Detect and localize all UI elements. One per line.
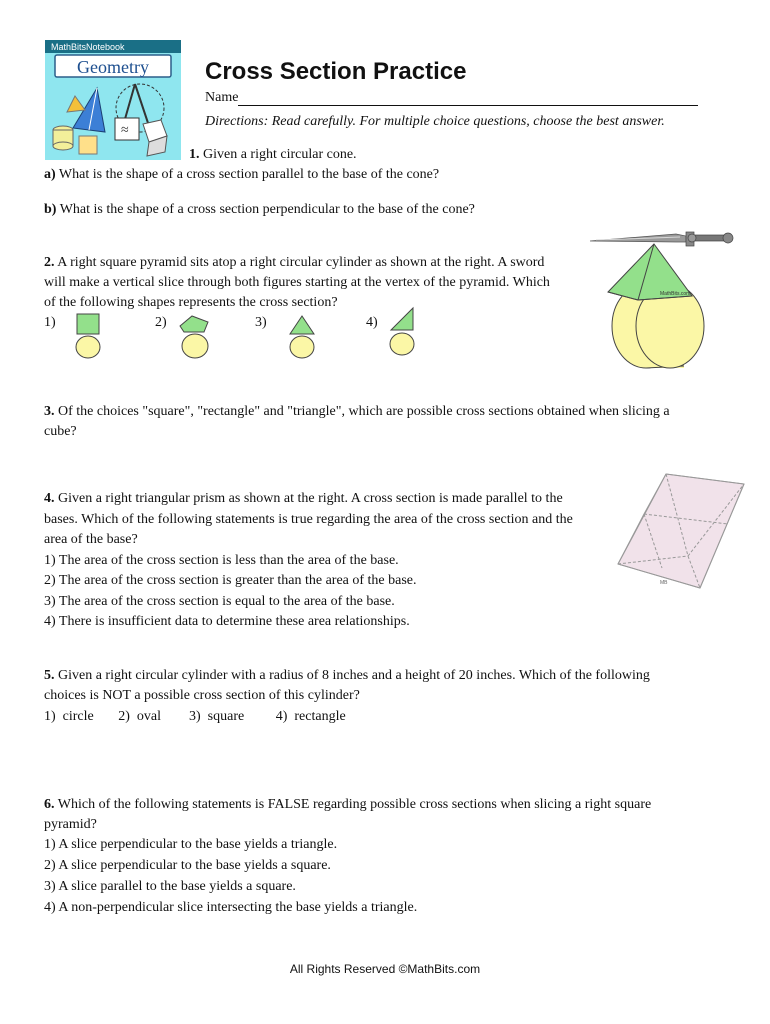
question-3-line-2: cube? bbox=[44, 424, 77, 439]
q4-figure-credit: MB bbox=[660, 580, 668, 586]
question-1a-text: What is the shape of a cross section parallel to the base of the cone? bbox=[58, 167, 440, 182]
question-6-line-1 bbox=[44, 795, 651, 815]
question-4-line-3: area of the base? bbox=[44, 532, 138, 547]
question-4-option-1: 1) The area of the cross section is less than the area of the base. bbox=[44, 553, 399, 568]
question-1b-text: What is the shape of a cross section perpendicular to the base of the cone? bbox=[59, 202, 475, 217]
question-2-line-3: of the following shapes represents the cross section? bbox=[44, 295, 338, 310]
question-6-option-2: 2) A slice perpendicular to the base yields a square. bbox=[44, 858, 331, 873]
svg-text:≈: ≈ bbox=[121, 123, 129, 138]
question-5-line-1 bbox=[44, 666, 650, 686]
question-2-number: 2. bbox=[44, 255, 55, 270]
question-1a-label: a) bbox=[44, 167, 56, 182]
question-6-line-2: pyramid? bbox=[44, 817, 97, 832]
pyramid-on-cylinder-with-sword-figure bbox=[588, 226, 760, 372]
question-6-option-4: 4) A non-perpendicular slice intersecting the base yields a triangle. bbox=[44, 900, 418, 915]
question-1a bbox=[44, 165, 439, 185]
question-5-number: 5. bbox=[44, 668, 55, 683]
question-4-option-2: 2) The area of the cross section is greater than the area of the base. bbox=[44, 573, 417, 588]
copyright-footer: All Rights Reserved ©MathBits.com bbox=[289, 962, 481, 976]
q2-choice-1-label: 1) bbox=[44, 315, 56, 330]
question-5-options: 1) circle 2) oval 3) square 4) rectangle bbox=[44, 709, 346, 724]
name-label: Name bbox=[205, 90, 239, 105]
question-5-text-1: Given a right circular cylinder with a radius of 8 inches and a height of 20 inches. Which of the following bbox=[58, 668, 650, 683]
question-3-text-1: Of the choices "square", "rectangle" and "triangle", which are possible cross sections obtained when slicing a bbox=[58, 404, 670, 419]
question-2-line-1 bbox=[44, 253, 544, 273]
question-6-option-1: 1) A slice perpendicular to the base yields a triangle. bbox=[44, 837, 338, 852]
question-3-number: 3. bbox=[44, 404, 55, 419]
question-4-line-1 bbox=[44, 489, 563, 509]
page-title: Cross Section Practice bbox=[205, 58, 467, 85]
question-4-number: 4. bbox=[44, 491, 55, 506]
question-4-option-4: 4) There is insufficient data to determine these area relationships. bbox=[44, 614, 410, 629]
question-1-number: 1. bbox=[189, 147, 200, 162]
question-4-text-1: Given a right triangular prism as shown at the right. A cross section is made parallel to the bbox=[58, 491, 563, 506]
question-3-line-1 bbox=[44, 402, 670, 422]
question-4-option-3: 3) The area of the cross section is equal to the area of the base. bbox=[44, 594, 395, 609]
q2-choice-4-slanted-triangle-circle-figure bbox=[385, 304, 421, 360]
q2-choice-1-square-circle-figure bbox=[70, 312, 106, 360]
q2-choice-3-label: 3) bbox=[255, 315, 267, 330]
question-1 bbox=[189, 145, 357, 165]
logo-brand-text: MathBitsNotebook bbox=[51, 42, 125, 52]
question-4-line-2: bases. Which of the following statements is true regarding the area of the cross section and the bbox=[44, 512, 573, 527]
question-6-number: 6. bbox=[44, 797, 55, 812]
question-1-text: Given a right circular cone. bbox=[203, 147, 357, 162]
directions: Directions: Read carefully. For multiple choice questions, choose the best answer. bbox=[205, 114, 665, 129]
question-6-text-1: Which of the following statements is FALSE regarding possible cross sections when slicing a right square bbox=[57, 797, 652, 812]
question-1b-label: b) bbox=[44, 202, 57, 217]
question-2-text-1: A right square pyramid sits atop a right circular cylinder as shown at the right. A sword bbox=[57, 255, 545, 270]
q2-choice-3-triangle-circle-figure bbox=[285, 312, 321, 360]
name-underline[interactable] bbox=[238, 91, 698, 106]
question-6-option-3: 3) A slice parallel to the base yields a square. bbox=[44, 879, 296, 894]
q2-figure-credit: MathBits.com bbox=[660, 291, 691, 297]
name-field[interactable] bbox=[205, 90, 698, 106]
mathbits-geometry-logo bbox=[45, 40, 181, 160]
question-5-line-2: choices is NOT a possible cross section of this cylinder? bbox=[44, 688, 360, 703]
question-1b bbox=[44, 200, 475, 220]
triangular-prism-figure bbox=[612, 472, 758, 592]
q2-choice-4-label: 4) bbox=[366, 315, 378, 330]
q2-choice-2-label: 2) bbox=[155, 315, 167, 330]
question-2-line-2: will make a vertical slice through both figures starting at the vertex of the pyramid. Which bbox=[44, 275, 550, 290]
q2-choice-2-pentagon-circle-figure bbox=[176, 312, 216, 360]
logo-subject-text: Geometry bbox=[77, 57, 149, 77]
